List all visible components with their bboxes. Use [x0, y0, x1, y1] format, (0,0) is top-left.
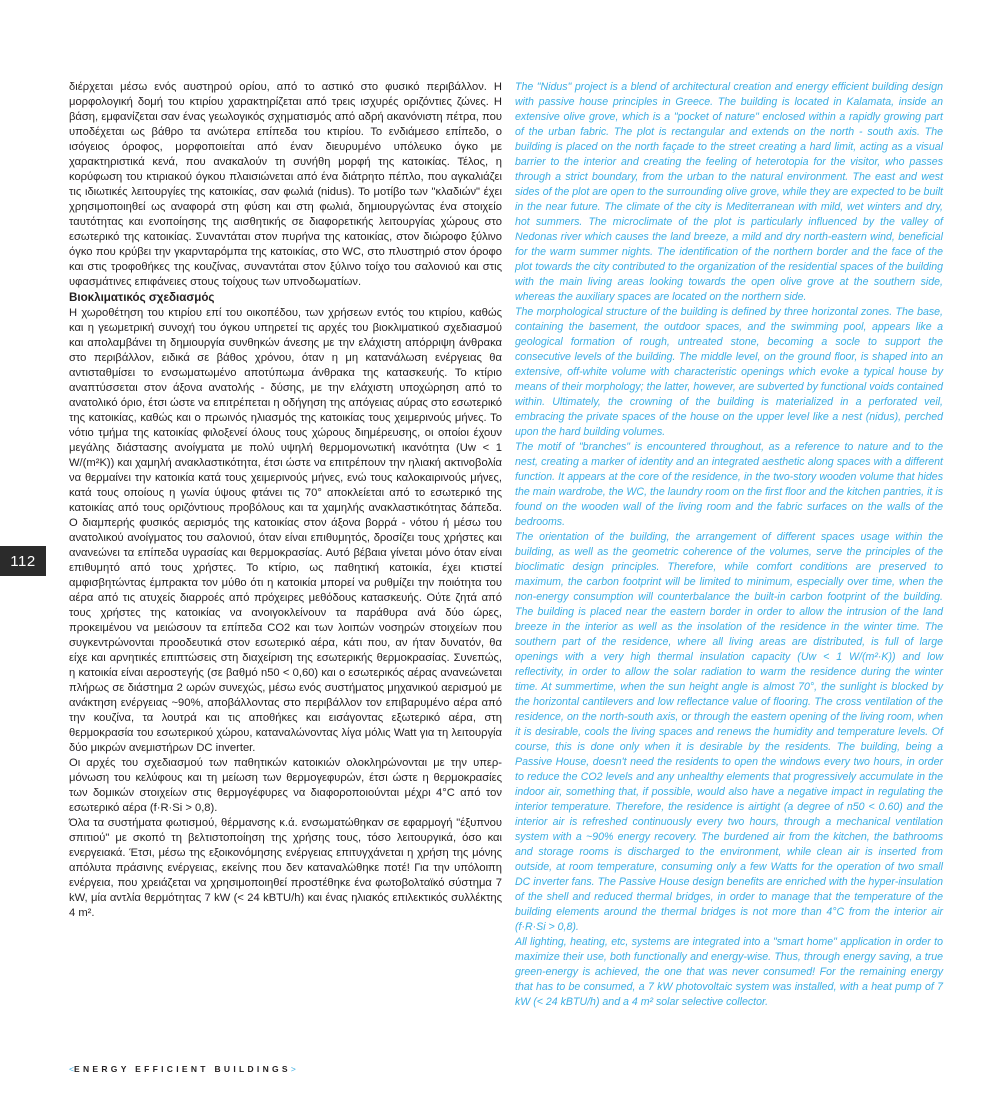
footer-running-title — [69, 1064, 296, 1074]
greek-section-heading: Βιοκλιματικός σχεδιασμός — [69, 291, 215, 304]
page-number: 112 — [10, 552, 36, 570]
footer-close-bracket: > — [290, 1064, 296, 1074]
page-number-tab — [0, 546, 46, 576]
english-paragraph-orientation: The orientation of the building, the arrangement of different spaces usage within the building, as well as the geometric coherence of the volumes, serve the principles of the bioclimatic design principles. Therefore, while comfort conditions are preserved to maximum, the carbon footprint will be limited to minimum, especially over time, when the non-energy consumption will counterbalance the built-in carbon footprint of the building. The building is placed near the eastern border in order to allow the intrusion of the land breeze in the interior as well as the insolation of the residence in the winter time. The southern part of the residence, where all living areas are distributed, is full of large openings with a very high thermal insulation capacity (Uw < 1 W/(m²·K)) and low reflectivity, in order to allow the solar radiation to warm the residence during the winter time. At summertime, when the sun height angle is almost 70°, the sunlight is blocked by the horizontal cantilevers and low reflectance value of flooring. The cross ventilation of the residence, on the north-south axis, or through the eastern opening of the living room, when it is desirable, cools the living spaces and renews the humidity and temperature levels. Of course, this is done only when it is desirable by the residents. The building, being a Passive House, doesn't need the residents to open the windows every two hours, in order to reduce the CO2 levels and any unhealthy elements that progressively accumulate in the indoor air, something that, if possible, would also have a negative impact in regulating the interior temperature. Therefore, the residence is airtight (a degree of n50 < 0.60) and the interior air is refreshed continuously every two hours, through a mechanical ventilation system with a ~90% energy recovery. The burdened air from the kitchen, the bathrooms and storage rooms is discharged to the environment, while clean air is inserted from outside, at room temperature, consuming only a few Watts for the operation of two small DC inverter fans. The Passive House design benefits are enriched with the hyper-insulation of the shell and reduced thermal bridges, in order to manage that the temperature of the building elements around the thermal bridges is not more than 4°C from the interior air (f·R·Si > 0,8). — [515, 531, 943, 933]
greek-paragraph-smart-home: Όλα τα συστήματα φωτισμού, θέρμανσης κ.ά. ενσωματώθηκαν σε εφαρμογή "έξυπνου σπιτιού" με σκοπό τη βελτιστοποίηση της χρήσης τους, τόσο λειτουργικά, όσο και ενεργειακά. Έτσι, μέσω της εξοικονόμησης ενέργειας επιτυγχάνεται η χρήση της μόνης απόλυτα πράσινης ενέργειας, εκείνης που δεν καταναλώθηκε ποτέ! Για την υπόλοιπη ενέργεια, που χρειάζεται να χρησιμοποιηθεί προστέθηκε ένα φωτοβολταϊκό σύστημα 7 kW, μία αντλία θερμότητας 7 kW (< 24 kBTU/h) και ένας ηλιακός επιλεκτικός συλλέκτης 4 m². — [69, 816, 502, 919]
english-paragraph-smart-home: All lighting, heating, etc, systems are integrated into a "smart home" application in order to maximize their use, both functionally and energy-wise. Thus, through energy saving, a true green-energy is achieved, the one that was never consumed! For the remaining energy that has to be consumed, a 7 kW photovoltaic system was installed, with a heat pump of 7 kW (< 24 kBTU/h) and a 4 m² solar selective collector. — [515, 936, 943, 1008]
english-paragraph-branches: The motif of "branches" is encountered throughout, as a reference to nature and to the nest, creating a marker of identity and an integrated aesthetic along spaces with a different function. It appears at the core of the residence, in the two-story wooden volume that hides the main wardrobe, the WC, the laundry room on the first floor and the kitchen pantries, it is found on the wooden wall of the living room and the fabric surfaces on the walls of the bedrooms. — [515, 441, 943, 528]
greek-paragraph-intro: διέρχεται μέσω ενός αυστηρού ορίου, από το αστικό στο φυσικό περιβάλλον. Η μορφολογική δομή του κτιρίου χαρακτηρίζεται από τρεις ισχυρές οριζόντιες ζώνες. Η βάση, εμφανίζεται σαν ένας γεωλογικός σχηματισμός από αδρή ακανόνιστη πέτρα, που υποδέχεται ως βάθρο τα ανώτερα επίπεδα του κτιρίου. Το ενδιάμεσο επίπεδο, ο ισόγειος όροφος, μορφοποιείται από έναν διευρυμένο υπόλευκο όγκο με χαρακτηριστικά κενά, που ανακαλούν τη συνήθη μορφή της κατοικίας. Τέλος, η κορύφωση του κτιριακού όγκου πλαισιώνεται από ένα διάτρητο πέπλο, που αγκαλιάζει τις ιδιωτικές λειτουργίες της κατοικίας, σαν φωλιά (nidus). Το μοτίβο των "κλαδιών" έχει χρησιμοποιηθεί ως αναφορά στη φύση και στη φωλιά, δημιουργώντας ένα στοιχείο ταυτότητας και ενοποίησης της αισθητικής σε διαφορετικής λειτουργίας χώρους στο εσωτερικό της κατοικίας. Συναντάται στον πυρήνα της κατοικίας, στον διώροφο ξύλινο όγκο που κρύβει την γκαρνταρόμπα της κατοικίας, στο WC, στο πλυστηριό στον όροφο και στις τροφοθήκες της κουζίνας, συναντάται στον ξύλινο τοίχο του σαλονιού και στις υφασμάτινες επιφάνειες στους τοίχους των υπνοδωματίων. — [69, 81, 502, 288]
greek-paragraph-bioclimatic: Η χωροθέτηση του κτιρίου επί του οικοπέδου, των χρήσεων εντός του κτιρίου, καθώς και η γεωμετρική συνοχή του όγκου υπηρετεί τις αρχές του βιοκλιματικού σχεδιασμού και απολαμβάνει τη δημιουργία συνθηκών άνεσης με την ελάχιστη απόρριψη άνθρακα στο περιβάλλον, ειδικά σε βάθος χρόνου, όταν η μη κατανάλωση ενέργειας θα αντισταθμίσει το ενσωματωμένο αποτύπωμα άνθρακα της κατασκευής. Το κτίριο αναπτύσσεται στον άξονα ανατολής - δύσης, με την ελάχιστη υποχώρηση από το ανατολικό όριο, έτσι ώστε να επιτρέπεται η οδήγηση της απόγειας αύρας στο εσωτερικό της κατοικίας, καθώς και ο πρωινός ηλιασμός της κατοικίας τους χειμερινούς μήνες. Το νότιο τμήμα της κατοικίας φιλοξενεί όλους τους χώρους διημέρευσης, οι οποίοι έχουν μεγάλης διάστασης ανοίγματα με πολύ υψηλή θερμομονωτική ικανότητα (Uw < 1 W/(m²K)) και χαμηλή ανακλαστικότητα, έτσι ώστε να επιτρέπουν την ηλιακή ακτινοβολία να θερμαίνει την κατοικία κατά τους χειμερινούς μήνες, ενώ τους καλοκαιρινούς μήνες, κατά τους οποίους η γωνία ύψους φτάνει τις 70° αποκλείεται από το εσωτερικό της κατοικίας από τους οριζόντιους προβόλους και τα χαμηλής ανακλαστικότητας δάπεδα. Ο διαμπερής φυσικός αερισμός της κατοικίας στον άξονα βορρά - νότου ή μέσω του ανατολικού ανοίγματος του σαλονιού, όταν είναι επιθυμητός, δροσίζει τους χρήστες και ανανεώνει τα επίπεδα υγρασίας και θερμοκρασίας. Αυτό βέβαια γίνεται μόνο όταν είναι επιθυμητό από τους χρήστες. Το κτίριο, ως παθητική κατοικία, έχει κτιστεί αμφισβητώντας έμπρακτα τον μύθο ότι η κατοικία μπορεί να ρυθμίζει την ποιότητα του αέρα από τις ατυχείς διαρροές από πρόχειρες μεθόδους κατασκευής. Ούτε ζητά από τους χρήστες της κατοικίας να ανοιγοκλείνουν τα παράθυρα ανά δύο ώρες, προκειμένου να μειώσουν τα επίπεδα CO2 και των λοιπών νοσηρών στοιχείων που συγκεντρώνονται προοδευτικά στον εσωτερικό αέρα, κάτι που, αν ήταν δυνατόν, θα είχε και αρνητικές επιπτώσεις στη διαχείριση της εσωτερικής θερμοκρασίας. Συνεπώς, η κατοικία είναι αεροστεγής (σε βαθμό n50 < 0,60) και ο εσωτερικός αέρας ανανεώνεται πλήρως σε διάστημα 2 ωρών συνεχώς, μέσω ενός συστήματος μηχανικού αερισμού με ανάκτηση ενέργειας ~90%, αποβάλλοντας στο περιβάλλον τον επιβαρυμένο αέρα από την κουζίνα, τα λουτρά και τις αποθήκες και εισάγοντας εξωτερικό αέρα, στη θερμοκρασία του εσωτερικού χώρου, καταναλώνοντας λίγα μόλις Watt για τη λειτουργία δύο μικρών ανεμιστήρων DC inverter. — [69, 306, 502, 754]
greek-text-column — [69, 80, 502, 921]
english-text-column — [515, 80, 943, 1010]
english-paragraph-intro: The "Nidus" project is a blend of architectural creation and energy efficient building design with passive house principles in Greece. The building is located in Kalamata, inside an extensive olive grove, which is a "pocket of nature" enclosed within a rapidly growing part of the urban fabric. The plot is rectangular and extends on the north - south axis. The building is placed on the north façade to the street creating a hard limit, acting as a visual barrier to the interior and creating the feeling of heterotopia for the visitor, who passes through a strict boundary, from the urban to the natural environment. The east and west sides of the plot are open to the surrounding olive grove, while they are expected to be built in the near future. The climate of the city is Mediterranean with mild, wet winters and dry, hot summers. The microclimate of the plot is particularly influenced by the valley of Nedonas river which causes the land breeze, a mild and dry north-eastern wind, beneficial for the warm summer nights. The identification of the northern border and the face of the plot towards the city contributed to the organization of the residential spaces of the building with the main living areas looking towards the open olive grove at the southern side, whereas the auxiliary spaces are located on the northern side. — [515, 81, 943, 303]
english-paragraph-morphology: The morphological structure of the building is defined by three horizontal zones. The base, containing the basement, the outdoor spaces, and the swimming pool, appears like a geological formation of rough, untreated stone, becoming a socle to support the consecutive levels of the building. The middle level, on the ground floor, is shaped into an extensive, off-white volume with characteristic openings which evoke a typical house by means of their morphology; the latter, however, are subverted by functional voids contained within. Ultimately, the crowning of the building is materialized in a perforated veil, embracing the private spaces of the house on the upper level like a nest (nidus), perched upon the hard building volumes. — [515, 306, 943, 438]
greek-paragraph-insulation: Οι αρχές του σχεδιασμού των παθητικών κατοικιών ολοκληρώνονται με την υπερ-μόνωση του κελύφους και τη μείωση των θερμογεφυρών, έτσι ώστε η θερμοκρασίες των δομικών στοιχείων στις θερμογέφυρες να διαφοροποιούνται μέχρι 4°C από τον εσωτερικό αέρα (f·R·Si > 0,8). — [69, 756, 502, 814]
footer-title: ENERGY EFFICIENT BUILDINGS — [73, 1064, 291, 1074]
footer-open-bracket: < — [69, 1064, 74, 1074]
